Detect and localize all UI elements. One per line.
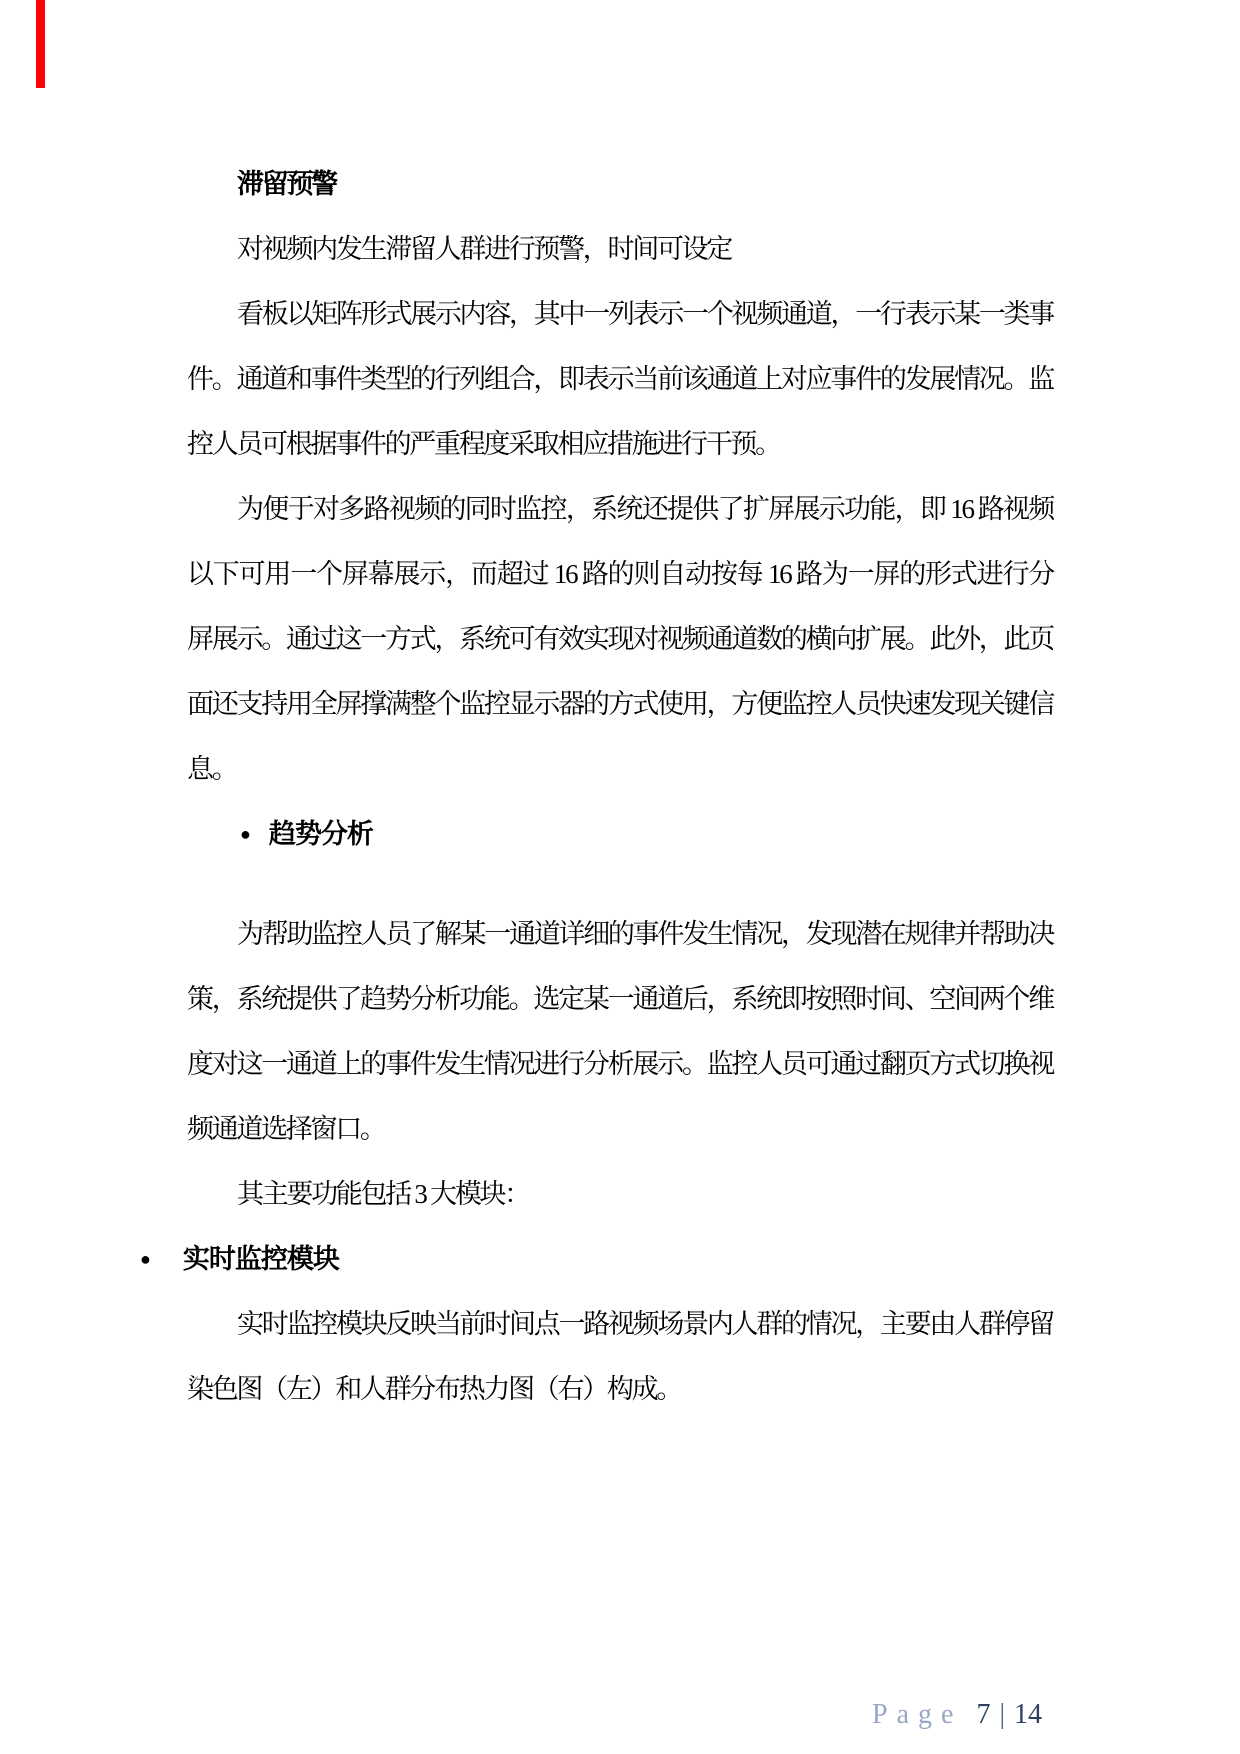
bullet-item-label: 趋势分析 <box>268 819 373 849</box>
text-line: 其主要功能包括 3 大模块： <box>237 1179 529 1209</box>
bullet-icon: ● <box>240 824 251 844</box>
text-line: 度对这一通道上的事件发生情况进行分析展示。监控人员可通过翻页方式切换视 <box>187 1049 1053 1079</box>
bullet-item <box>140 1227 1006 1292</box>
revision-marker-bar <box>36 0 45 88</box>
footer-page-number: 7 <box>976 1699 991 1730</box>
text-line: 屏展示。通过这一方式，系统可有效实现对视频通道数的横向扩展。此外，此页 <box>187 624 1053 654</box>
text-line: 频通道选择窗口。 <box>187 1114 385 1144</box>
text-line: 为便于对多路视频的同时监控，系统还提供了扩屏展示功能，即 16 路视频 <box>237 494 1053 524</box>
text-line: 染色图（左）和人群分布热力图（右）构成。 <box>187 1374 681 1404</box>
text-line: 策，系统提供了趋势分析功能。选定某一通道后，系统即按照时间、空间两个维 <box>187 984 1053 1014</box>
text-line: 为帮助监控人员了解某一通道详细的事件发生情况，发现潜在规律并帮助决 <box>237 919 1053 949</box>
section-heading: 滞留预警 <box>237 169 336 199</box>
footer-page-count: 14 <box>1014 1699 1043 1730</box>
text-line: 控人员可根据事件的严重程度采取相应措施进行干预。 <box>187 429 780 459</box>
bullet-item-label: 实时监控模块 <box>182 1244 339 1274</box>
text-line: 对视频内发生滞留人群进行预警，时间可设定 <box>237 234 731 264</box>
text-line: 件。通道和事件类型的行列组合，即表示当前该通道上对应事件的发展情况。监 <box>187 364 1053 394</box>
paragraph-spacer <box>187 867 1053 902</box>
text-line: 息。 <box>187 754 237 784</box>
document-body <box>140 152 1053 1422</box>
text-line: 以下可用一个屏幕展示，而超过 16 路的则自动按每 16 路为一屏的形式进行分 <box>187 559 1053 589</box>
bullet-item <box>187 802 1053 867</box>
text-line: 实时监控模块反映当前时间点一路视频场景内人群的情况，主要由人群停留 <box>237 1309 1053 1339</box>
text-line: 面还支持用全屏撑满整个监控显示器的方式使用，方便监控人员快速发现关键信 <box>187 689 1053 719</box>
bullet-icon: ● <box>140 1249 151 1269</box>
footer-page-label: Page <box>872 1699 963 1730</box>
footer-page-separator: | <box>999 1699 1006 1730</box>
text-line: 看板以矩阵形式展示内容，其中一列表示一个视频通道，一行表示某一类事 <box>237 299 1053 329</box>
page-footer <box>872 1698 1042 1732</box>
